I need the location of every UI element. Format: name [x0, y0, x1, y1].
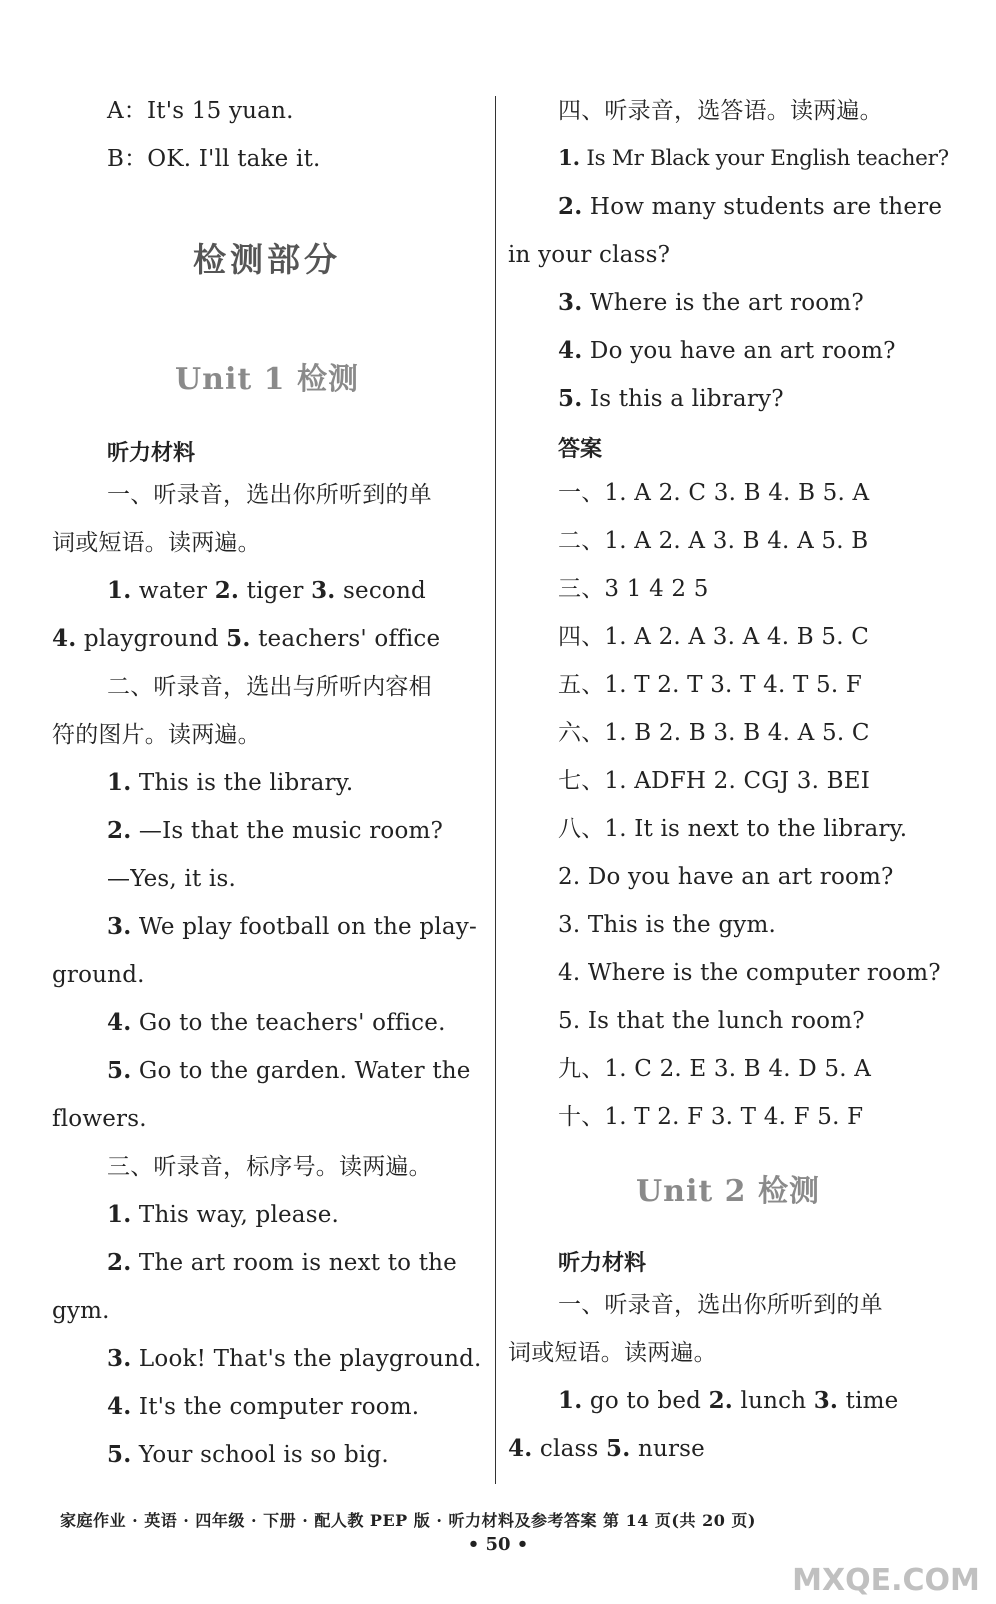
- item-number: 2.: [107, 1249, 132, 1276]
- answer-line: 十、1. T 2. F 3. T 4. F 5. F: [558, 1104, 864, 1130]
- item-text: Go to the teachers' office.: [131, 1010, 446, 1036]
- q3-item-2-cont: gym.: [52, 1298, 110, 1324]
- q4-item-1: [558, 144, 949, 174]
- u2-q1-items-row-1: [558, 1386, 898, 1416]
- q1-items-row-2: [52, 624, 440, 654]
- answer-line: 5. Is that the lunch room?: [558, 1008, 865, 1034]
- dialog-line-a: A：It's 15 yuan.: [107, 98, 294, 124]
- item-text: water: [131, 578, 215, 604]
- unit-2-title: Unit 2 检测: [636, 1174, 820, 1209]
- item-text: class: [532, 1436, 607, 1462]
- column-divider: [495, 96, 496, 1484]
- item-number: 3.: [107, 1345, 132, 1372]
- item-number: 1.: [107, 1201, 132, 1228]
- item-number: 2.: [214, 577, 240, 604]
- answer-line: 六、1. B 2. B 3. B 4. A 5. C: [558, 720, 870, 746]
- item-number: 2.: [708, 1387, 734, 1414]
- item-number: 3.: [558, 289, 583, 316]
- u2-q1-instruction-1: 一、听录音，选出你所听到的单: [558, 1292, 883, 1318]
- item-number: 1.: [558, 1387, 583, 1414]
- q3-item-3: [107, 1344, 482, 1374]
- item-number: 4.: [558, 337, 583, 364]
- q3-item-5: [107, 1440, 389, 1470]
- item-text: second: [335, 578, 426, 604]
- q4-instruction: 四、听录音，选答语。读两遍。: [558, 98, 883, 124]
- item-text: —Is that the music room?: [131, 818, 444, 844]
- item-number: 5.: [226, 625, 251, 652]
- u2-q1-instruction-2: 词或短语。读两遍。: [508, 1340, 717, 1366]
- item-number: 4.: [107, 1009, 132, 1036]
- q1-instruction-2: 词或短语。读两遍。: [52, 530, 261, 556]
- item-text: It's the computer room.: [131, 1394, 420, 1420]
- q2-item-5: [107, 1056, 471, 1086]
- item-text: go to bed: [582, 1388, 709, 1414]
- page-footer: 家庭作业 · 英语 · 四年级 · 下册 · 配人教 PEP 版 · 听力材料及参考答案 第 14 页(共 20 页): [60, 1511, 756, 1530]
- item-text: nurse: [630, 1436, 705, 1462]
- item-number: 5.: [558, 385, 583, 412]
- item-number: 3.: [813, 1387, 839, 1414]
- listening-heading: 听力材料: [107, 441, 196, 466]
- watermark-icon: [786, 1500, 986, 1600]
- answer-line: 4. Where is the computer room?: [558, 960, 941, 986]
- item-number: 3.: [311, 577, 336, 604]
- answers-heading: 答案: [558, 437, 603, 462]
- q2-item-5-cont: flowers.: [52, 1106, 147, 1132]
- item-number: 1.: [107, 769, 132, 796]
- item-text: Is Mr Black your English teacher?: [579, 146, 949, 171]
- item-text: Go to the garden. Water the: [131, 1058, 471, 1084]
- item-number: 5.: [107, 1441, 132, 1468]
- item-number: 5.: [606, 1435, 631, 1462]
- q2-instruction-2: 符的图片。读两遍。: [52, 722, 261, 748]
- q3-item-2: [107, 1248, 457, 1278]
- item-text: Where is the art room?: [582, 290, 864, 316]
- item-text: playground: [76, 626, 227, 652]
- q4-item-2: [558, 192, 942, 222]
- q3-instruction: 三、听录音，标序号。读两遍。: [107, 1154, 432, 1180]
- item-number: 4.: [508, 1435, 533, 1462]
- item-text: time: [838, 1388, 899, 1414]
- q2-item-1: [107, 768, 353, 798]
- item-number: 1.: [107, 577, 132, 604]
- q3-item-4: [107, 1392, 419, 1422]
- q4-item-4: [558, 336, 896, 366]
- q3-item-1: [107, 1200, 339, 1230]
- answer-line: 二、1. A 2. A 3. B 4. A 5. B: [558, 528, 869, 554]
- item-text: This is the library.: [131, 770, 354, 796]
- item-text: Your school is so big.: [131, 1442, 389, 1468]
- watermark-logo: [786, 1500, 986, 1600]
- u2-q1-items-row-2: [508, 1434, 705, 1464]
- listening-heading-2: 听力材料: [558, 1251, 647, 1276]
- section-title: 检测部分: [193, 240, 341, 279]
- q2-item-3-cont: ground.: [52, 962, 145, 988]
- item-number: 1.: [558, 146, 580, 171]
- item-text: We play football on the play-: [131, 914, 477, 940]
- item-number: 3.: [107, 913, 132, 940]
- item-number: 4.: [52, 625, 77, 652]
- item-text: Look! That's the playground.: [131, 1346, 482, 1372]
- item-text: How many students are there: [582, 194, 943, 220]
- item-number: 2.: [107, 817, 132, 844]
- answer-line: 五、1. T 2. T 3. T 4. T 5. F: [558, 672, 863, 698]
- answer-line: 一、1. A 2. C 3. B 4. B 5. A: [558, 480, 870, 506]
- q2-item-2: [107, 816, 443, 846]
- answer-line: 三、3 1 4 2 5: [558, 576, 709, 602]
- watermark-text: MXQE.COM: [792, 1563, 980, 1598]
- answer-line: 2. Do you have an art room?: [558, 864, 894, 890]
- item-text: This way, please.: [131, 1202, 340, 1228]
- q1-items-row-1: [107, 576, 426, 606]
- q4-item-3: [558, 288, 864, 318]
- q2-item-4: [107, 1008, 446, 1038]
- answer-line: 九、1. C 2. E 3. B 4. D 5. A: [558, 1056, 872, 1082]
- item-text: lunch: [733, 1388, 814, 1414]
- answer-line: 八、1. It is next to the library.: [558, 816, 908, 842]
- answer-line: 四、1. A 2. A 3. A 4. B 5. C: [558, 624, 870, 650]
- q1-instruction-1: 一、听录音，选出你所听到的单: [107, 482, 432, 508]
- q2-instruction-1: 二、听录音，选出与所听内容相: [107, 674, 432, 700]
- q4-item-2-cont: in your class?: [508, 242, 671, 268]
- item-text: The art room is next to the: [131, 1250, 457, 1276]
- unit-1-title: Unit 1 检测: [175, 362, 359, 397]
- q2-item-2-reply: —Yes, it is.: [107, 866, 237, 892]
- q4-item-5: [558, 384, 784, 414]
- page-number: • 50 •: [467, 1534, 529, 1555]
- item-text: teachers' office: [250, 626, 441, 652]
- item-text: Do you have an art room?: [582, 338, 896, 364]
- item-number: 4.: [107, 1393, 132, 1420]
- dialog-line-b: B：OK. I'll take it.: [107, 146, 321, 172]
- item-number: 5.: [107, 1057, 132, 1084]
- q2-item-3: [107, 912, 477, 942]
- answer-line: 七、1. ADFH 2. CGJ 3. BEI: [558, 768, 871, 794]
- answer-line: 3. This is the gym.: [558, 912, 776, 938]
- item-number: 2.: [558, 193, 583, 220]
- item-text: tiger: [239, 578, 312, 604]
- item-text: Is this a library?: [582, 386, 784, 412]
